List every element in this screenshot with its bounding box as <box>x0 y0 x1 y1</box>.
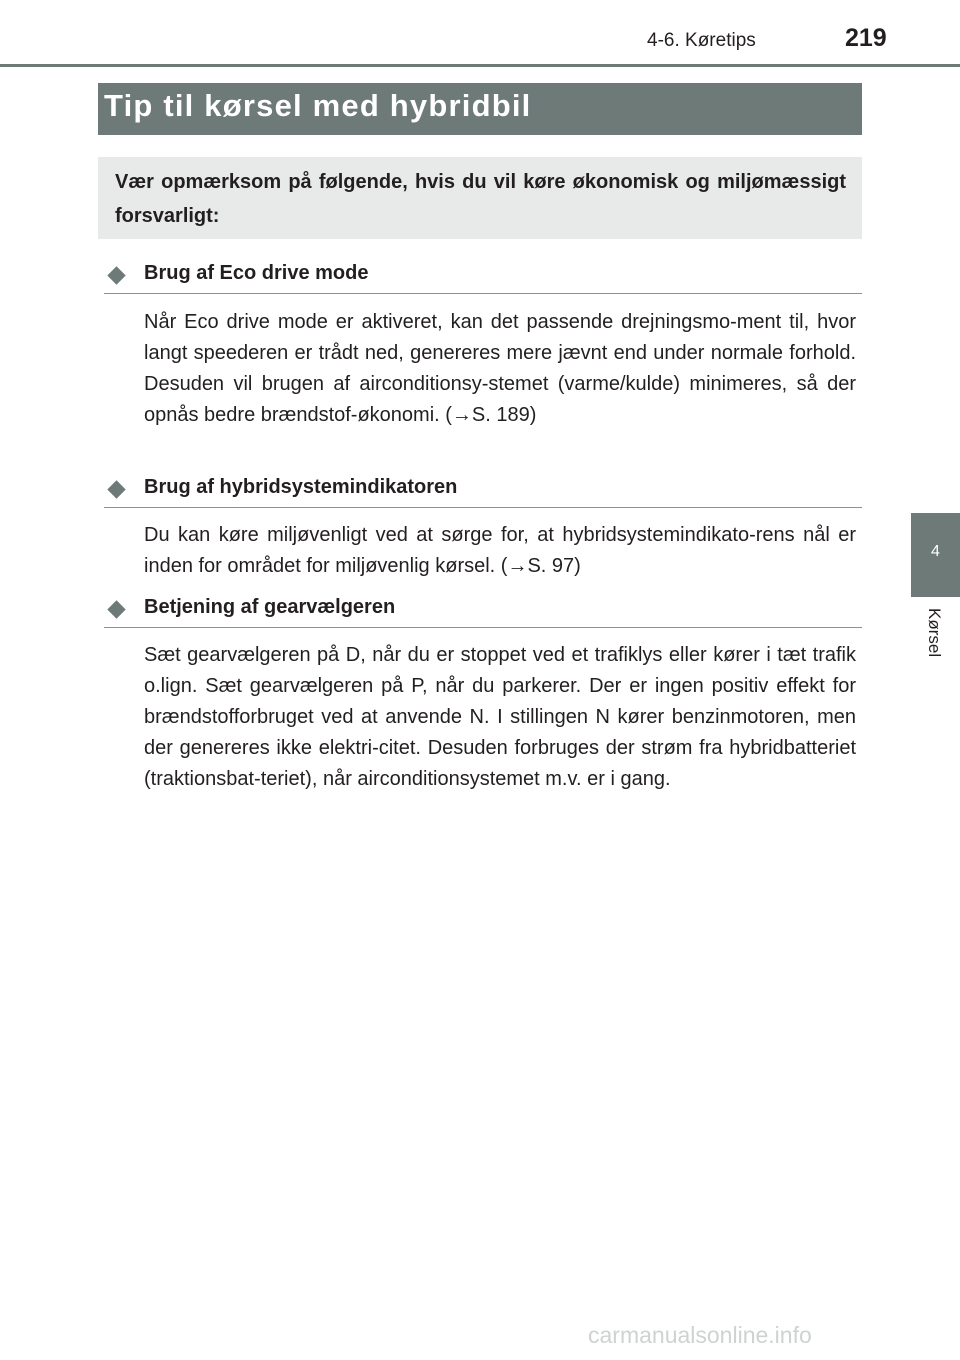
side-tab <box>911 513 960 597</box>
page-title: Tip til kørsel med hybridbil <box>104 88 532 123</box>
header-section-label: 4-6. Køretips <box>647 30 756 51</box>
intro-text: Vær opmærksom på følgende, hvis du vil køre økonomisk og miljømæssigt forsvarligt: <box>115 171 846 227</box>
section-body-eco-drive: Når Eco drive mode er aktiveret, kan det passende drejningsmo-ment til, hvor langt speederen er trådt ned, genereres mere jævnt end under normale forhold. Desuden vil brugen af airconditionsy-stemet (varme/kulde) minimeres, så der opnås bedre brændstof-økonomi. (→S. 189) <box>144 311 856 426</box>
section-heading-text: Brug af hybridsystemindikatoren <box>144 476 458 498</box>
page-number: 219 <box>845 24 887 52</box>
diamond-icon <box>107 600 125 618</box>
section-heading-gear-selector <box>104 595 862 628</box>
header-rule <box>0 64 960 67</box>
section-heading-text: Brug af Eco drive mode <box>144 262 369 284</box>
section-heading-eco-drive <box>104 261 862 294</box>
section-body-gear-selector: Sæt gearvælgeren på D, når du er stoppet ved et trafiklys eller kører i tæt trafik o.lign. Sæt gearvælgeren på P, når du parkerer. Der er ingen positiv effekt for brændstofforbruget ved at anvende N. I stillingen N kører benzinmotoren, men der genereres ikke elektri-citet. Desuden forbruges der strøm fra hybridbatteriet (traktionsbat-teriet), når airconditionsystemet m.v. er i gang. <box>144 644 856 790</box>
section-heading-hybrid-indicator <box>104 475 862 508</box>
side-tab-number: 4 <box>931 543 940 560</box>
side-tab-label: Kørsel <box>925 608 944 658</box>
diamond-icon <box>107 266 125 284</box>
section-heading-text: Betjening af gearvælgeren <box>144 596 396 618</box>
watermark: carmanualsonline.info <box>588 1322 812 1348</box>
side-tab-label-wrap <box>916 608 952 668</box>
diamond-icon <box>107 480 125 498</box>
section-body-hybrid-indicator: Du kan køre miljøvenligt ved at sørge for, at hybridsystemindikato-rens nål er inden for området for miljøvenlig kørsel. (→S. 97) <box>144 524 856 577</box>
